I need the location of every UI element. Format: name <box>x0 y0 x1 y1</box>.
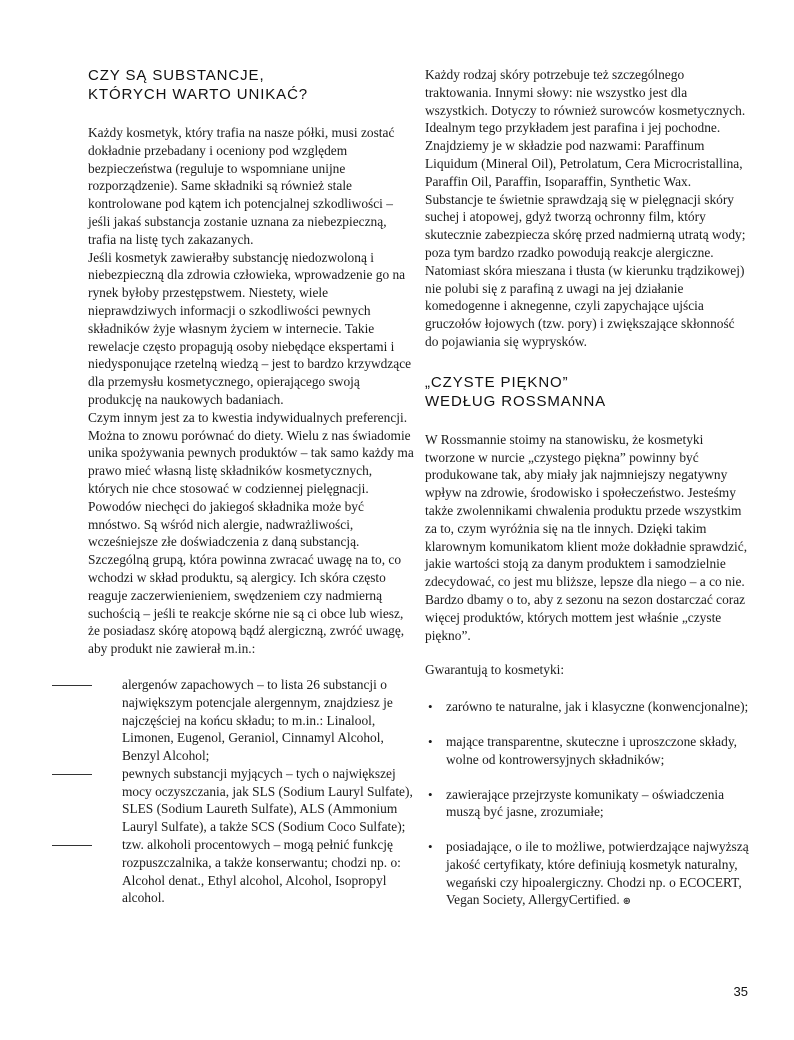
paragraph: Czym innym jest za to kwestia indywidualnych preferencji. Można to znowu porównać do diety. Wielu z nas świadomie unika spożywania pewnych produktów – tak samo każdy ma prawo mieć własną listę składników kosmetycznych, których nie chce stosować w codziennej pielęgnacji. Powodów niechęci do jakiegoś składnika może być mnóstwo. Są wśród nich alergie, nadwrażliwości, wcześniejsze złe doświadczenia z daną substancją. Szczególną grupą, która powinna zwracać uwagę na to, co wchodzi w skład produktu, są alergicy. Ich skóra często reaguje zaczerwienieniem, swędzeniem czy nadmierną suchością – jeśli te reakcje skórne nie są ci obce lub wiesz, że posiadasz skórę atopową bądź alergiczną, zwróć uwagę, aby produkt nie zawierał m.in.: <box>88 409 414 657</box>
paragraph: W Rossmannie stoimy na stanowisku, że kosmetyki tworzone w nurcie „czystego piękna” powinny być produkowane tak, aby miały jak najmniejszy negatywny wpływ na zdrowie, środowisko i społeczeństwo. Jesteśmy także zwolennikami chwalenia produktu przede wszystkim za to, czym wyróżnia się na tle innych. Dzięki takim klarownym komunikatom klient może dokładnie sprawdzić, jakie wartości stoją za danym produktem i samodzielnie zdecydować, co jest mu bliższe, lepsze dla niego – a co nie. Bardzo dbamy o to, aby z sezonu na sezon dostarczać coraz więcej produktów, których mottem jest właśnie „czyste piękno”. <box>425 431 748 643</box>
guarantee-bullet-list <box>425 698 751 911</box>
list-item-text: posiadające, o ile to możliwe, potwierdzające najwyższą jakość certyfikaty, które definiują kosmetyk naturalny, wegański czy hipoalergiczny. Chodzi np. o ECOCERT, Vegan Society, AllergyCertified. <box>446 839 749 908</box>
left-column <box>88 66 414 907</box>
list-item: tzw. alkoholi procentowych – mogą pełnić funkcję rozpuszczalnika, a także konserwantu; chodzi np. o: Alcohol denat., Ethyl alcohol, Alcohol, Isopropyl alcohol. <box>52 836 414 907</box>
paragraph: Każdy rodzaj skóry potrzebuje też szczególnego traktowania. Innymi słowy: nie wszystko jest dla wszystkich. Dotyczy to również surowców kosmetycznych. Idealnym tego przykładem jest parafina i jej pochodne. Znajdziemy je w składzie pod nazwami: Paraffinum Liquidum (Mineral Oil), Petrolatum, Cera Microcristallina, Paraffin Oil, Paraffin, Isoparaffin, Synthetic Wax. Substancje te świetnie sprawdzają się w pielęgnacji skóry suchej i atopowej, gdyż tworzą ochronny film, który skutecznie zabezpiecza skórę przed nadmierną utratą wody; poza tym bardzo rzadko powodują reakcje alergiczne. Natomiast skóra mieszana i tłusta (w kierunku trądzikowej) nie polubi się z parafiną z uwagi na jej działanie komedogenne i aknegenne, czyli zapychające ujścia gruczołów łojowych (tzw. pory) i zwiększające skłonność do pojawiania się wyprysków. <box>425 67 746 349</box>
list-item: pewnych substancji myjących – tych o największej mocy oczyszczania, jak SLS (Sodium Lauryl Sulfate), SLES (Sodium Laureth Sulfate), ALS (Ammonium Lauryl Sulfate), a także SCS (Sodium Coco Sulfate); <box>52 765 414 836</box>
list-item: • zawierające przejrzyste komunikaty – oświadczenia muszą być jasne, zrozumiałe; <box>425 786 751 822</box>
heading-line: WEDŁUG ROSSMANNA <box>425 392 607 410</box>
paragraph: Gwarantują to kosmetyki: <box>425 662 565 678</box>
right-column <box>425 66 751 928</box>
list-item: • zarówno te naturalne, jak i klasyczne (konwencjonalne); <box>425 698 751 716</box>
heading-line: „CZYSTE PIĘKNO” <box>425 373 569 391</box>
paragraph: Jeśli kosmetyk zawierałby substancję niedozwoloną i niebezpieczną dla zdrowia człowieka, wprowadzenie go na rynek byłoby przestępstwem. Niestety, wiele nieprawdziwych informacji o szkodliwości pewnych składników żyje własnym życiem w internecie. Takie rewelacje często propagują osoby niebędące ekspertami i niedysponujące rzetelną wiedzą – jest to bardzo krzywdzące dla przemysłu kosmetycznego, opierającego swoją produkcję na naukowych badaniach. <box>88 249 412 407</box>
page-number: 35 <box>733 984 748 999</box>
heading-line: KTÓRYCH WARTO UNIKAĆ? <box>88 86 309 103</box>
section-heading-substances <box>88 66 414 104</box>
list-item <box>425 838 751 911</box>
ingredient-dash-list <box>86 676 414 907</box>
list-item: alergenów zapachowych – to lista 26 substancji o największym potencjale alergennym, znajdziesz je najczęściej na końcu składu; to m.in.: Linalool, Limonen, Eugenol, Geraniol, Cinnamyl Alcohol, Benzyl Alcohol; <box>52 676 414 765</box>
section-heading-clean-beauty <box>425 373 751 411</box>
rossmann-end-mark-icon: ⊛ <box>622 896 632 908</box>
paragraph: Każdy kosmetyk, który trafia na nasze półki, musi zostać dokładnie przebadany i oceniony pod względem bezpieczeństwa (reguluje to wspomniane unijne rozporządzenie). Same składniki są również stale kontrolowane pod kątem ich potencjalnej szkodliwości – jeśli jakaś substancja zostanie uznana za niebezpieczną, trafia na listę tych zakazanych. <box>88 125 395 247</box>
heading-line: CZY SĄ SUBSTANCJE, <box>88 67 265 84</box>
list-item: • mające transparentne, skuteczne i uproszczone składy, wolne od kontrowersyjnych składników; <box>425 733 751 769</box>
